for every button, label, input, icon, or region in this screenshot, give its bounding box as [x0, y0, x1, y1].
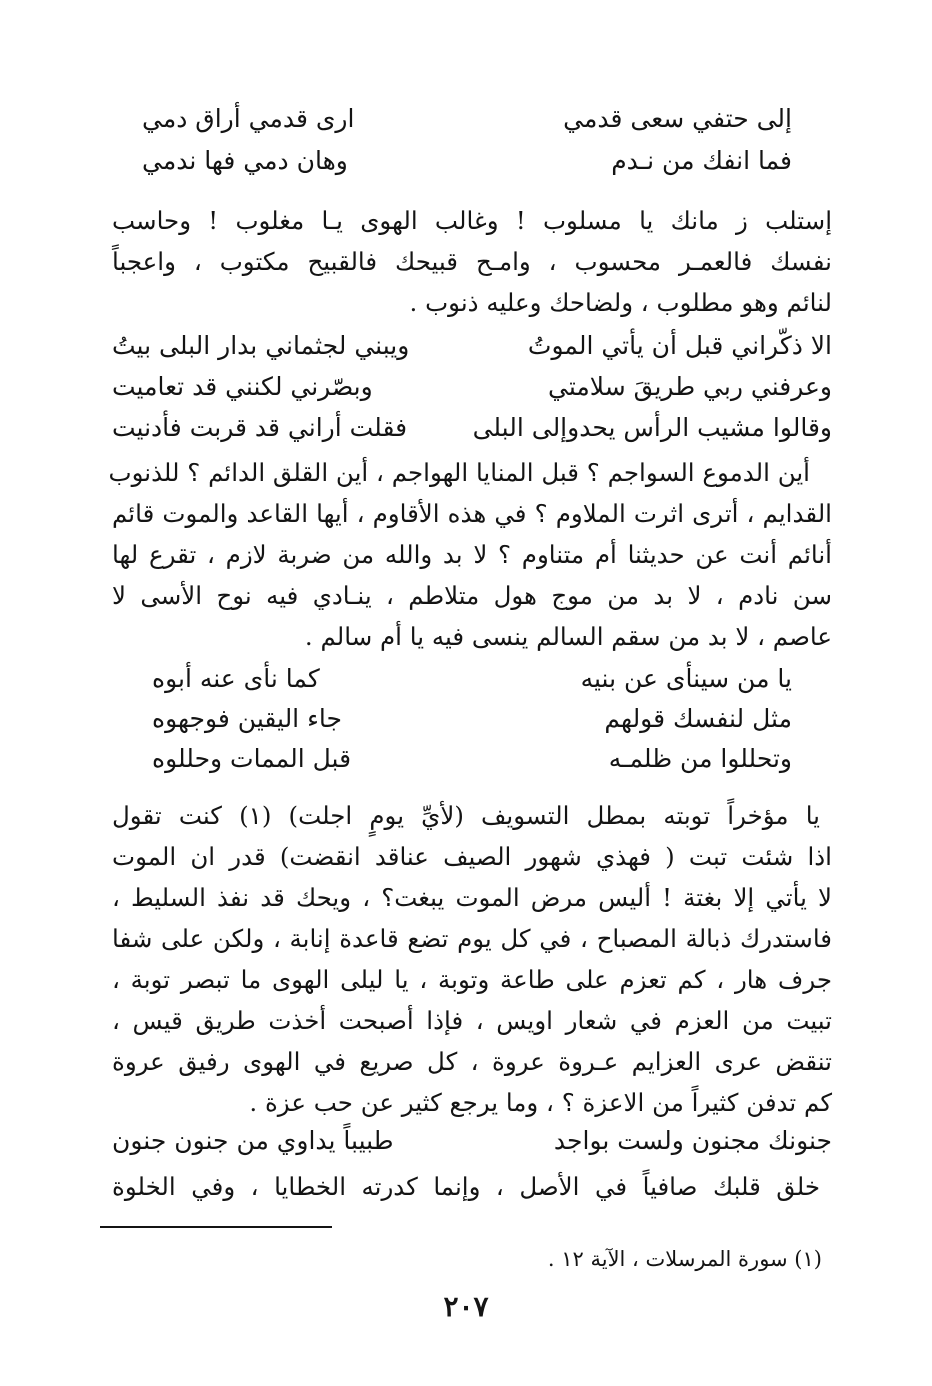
verse-second-hemistich: وبصّرني لكنني قد تعاميت — [112, 372, 373, 401]
prose-line: أين الدموع السواجم ؟ قبل المنايا الهواجم ، أين القلق الدائم ؟ للذنوب — [108, 458, 810, 487]
verse-line — [112, 740, 832, 780]
paragraph-3 — [112, 795, 832, 1123]
verse-first-hemistich: إلى حتفي سعى قدمي — [563, 104, 792, 133]
verse-block-1 — [112, 100, 832, 180]
footnote-separator — [100, 1226, 332, 1228]
prose-line: أنائم أنت عن حديثنا أم متناوم ؟ لا بد والله من ضربة لازم ، تقرع لها — [112, 540, 832, 569]
prose-line: لنائم وهو مطلوب ، ولضاحك وعليه ذنوب . — [409, 288, 832, 317]
prose-line: نفسك فالعمـر محسوب ، وامـح قبيحك فالقبيح مكتوب ، واعجباً — [112, 247, 832, 276]
verse-line — [112, 1120, 832, 1161]
prose-line: تنقض عرى العزايم عـروة عروة ، كل صريع في الهوى رفيق عروة — [112, 1047, 832, 1076]
verse-line — [112, 100, 832, 138]
prose-line: جرف هار ، كم تعزم على طاعة وتوبة ، يا ليلى الهوى ما تبصر توبة ، — [112, 965, 832, 994]
verse-first-hemistich: وقالوا مشيب الرأس يحدوإلى البلى — [472, 413, 832, 442]
verse-second-hemistich: جاء اليقين فوجهوه — [152, 704, 342, 733]
verse-second-hemistich: كما نأى عنه أبوه — [152, 664, 320, 693]
prose-line: كم تدفن كثيراً من الاعزة ؟ ، وما يرجع كثير عن حب عزة . — [249, 1088, 832, 1117]
verse-first-hemistich: وعرفني ربي طريقَ سلامتي — [548, 372, 832, 401]
verse-line — [112, 325, 832, 366]
prose-line: إستلب ز مانك يا مسلوب ! وغالب الهوى يـا مغلوب ! وحاسب — [112, 206, 832, 235]
verse-block-2 — [112, 325, 832, 448]
verse-line — [112, 366, 832, 407]
prose-line: القدايم ، أترى اثرت الملاوم ؟ في هذه الأقاوم ، أيها القاعد والموت قائم — [112, 499, 832, 528]
verse-second-hemistich: فقلت أراني قد قربت فأدنيت — [112, 413, 408, 442]
verse-first-hemistich: وتحللوا من ظلمـه — [608, 744, 792, 773]
page-number: ٢٠٧ — [443, 1290, 489, 1323]
verse-block-4 — [112, 1120, 832, 1161]
verse-first-hemistich: جنونك مجنون ولست بواجد — [553, 1126, 832, 1155]
prose-line: يا مؤخراً توبته بمطل التسويف (لأيِّ يومٍ اجلت) (١) كنت تقول — [112, 801, 820, 830]
prose-line: اذا شئت تبت ( فهذي شهور الصيف عناقد انقضت) قدر ان الموت — [112, 842, 832, 871]
prose-line: عاصم ، لا بد من سقم السالم ينسى فيه يا أم سالم . — [304, 622, 832, 651]
verse-block-3 — [112, 660, 832, 780]
verse-second-hemistich: ويبني لجثماني بدار البلى بيتُ — [112, 331, 410, 360]
paragraph-2 — [108, 452, 832, 657]
verse-second-hemistich: قبل الممات وحللوه — [152, 744, 352, 773]
footnote: (١) سورة المرسلات ، الآية ١٢ . — [547, 1247, 822, 1271]
prose-line: تبيت من العزم في شعار اويس ، فإذا أصبحت أخذت طريق قيس ، — [112, 1006, 832, 1035]
verse-first-hemistich: الا ذكّراني قبل أن يأتي الموتُ — [527, 331, 832, 360]
verse-first-hemistich: فما انفك من نـدم — [611, 146, 792, 175]
paragraph-4 — [112, 1166, 832, 1207]
prose-line: لا يأتي إلا بغتة ! أليس مرض الموت يبغت؟ ، ويحك قد نفذ السليط ، — [112, 883, 832, 912]
prose-line: فاستدرك ذبالة المصباح ، في كل يوم تضع قاعدة إنابة ، ولكن على شفا — [112, 924, 832, 953]
verse-second-hemistich: وهان دمي فها ندمي — [142, 146, 348, 175]
prose-line: خلق قلبك صافياً في الأصل ، وإنما كدرته الخطايا ، وفي الخلوة — [112, 1172, 820, 1201]
verse-first-hemistich: يا من سينأى عن بنيه — [580, 664, 792, 693]
verse-line — [112, 407, 832, 448]
verse-line — [112, 142, 832, 180]
verse-first-hemistich: مثل لنفسك قولهم — [604, 704, 792, 733]
verse-second-hemistich: طبيباً يداوي من جنون جنون — [112, 1126, 394, 1155]
verse-line — [112, 700, 832, 740]
prose-line: سن نادم ، لا بد من موج هول متلاطم ، ينـادي فيه نوح الأسى لا — [112, 581, 832, 610]
paragraph-1 — [112, 200, 832, 323]
verse-second-hemistich: ارى قدمي أراق دمي — [142, 104, 355, 133]
verse-line — [112, 660, 832, 700]
